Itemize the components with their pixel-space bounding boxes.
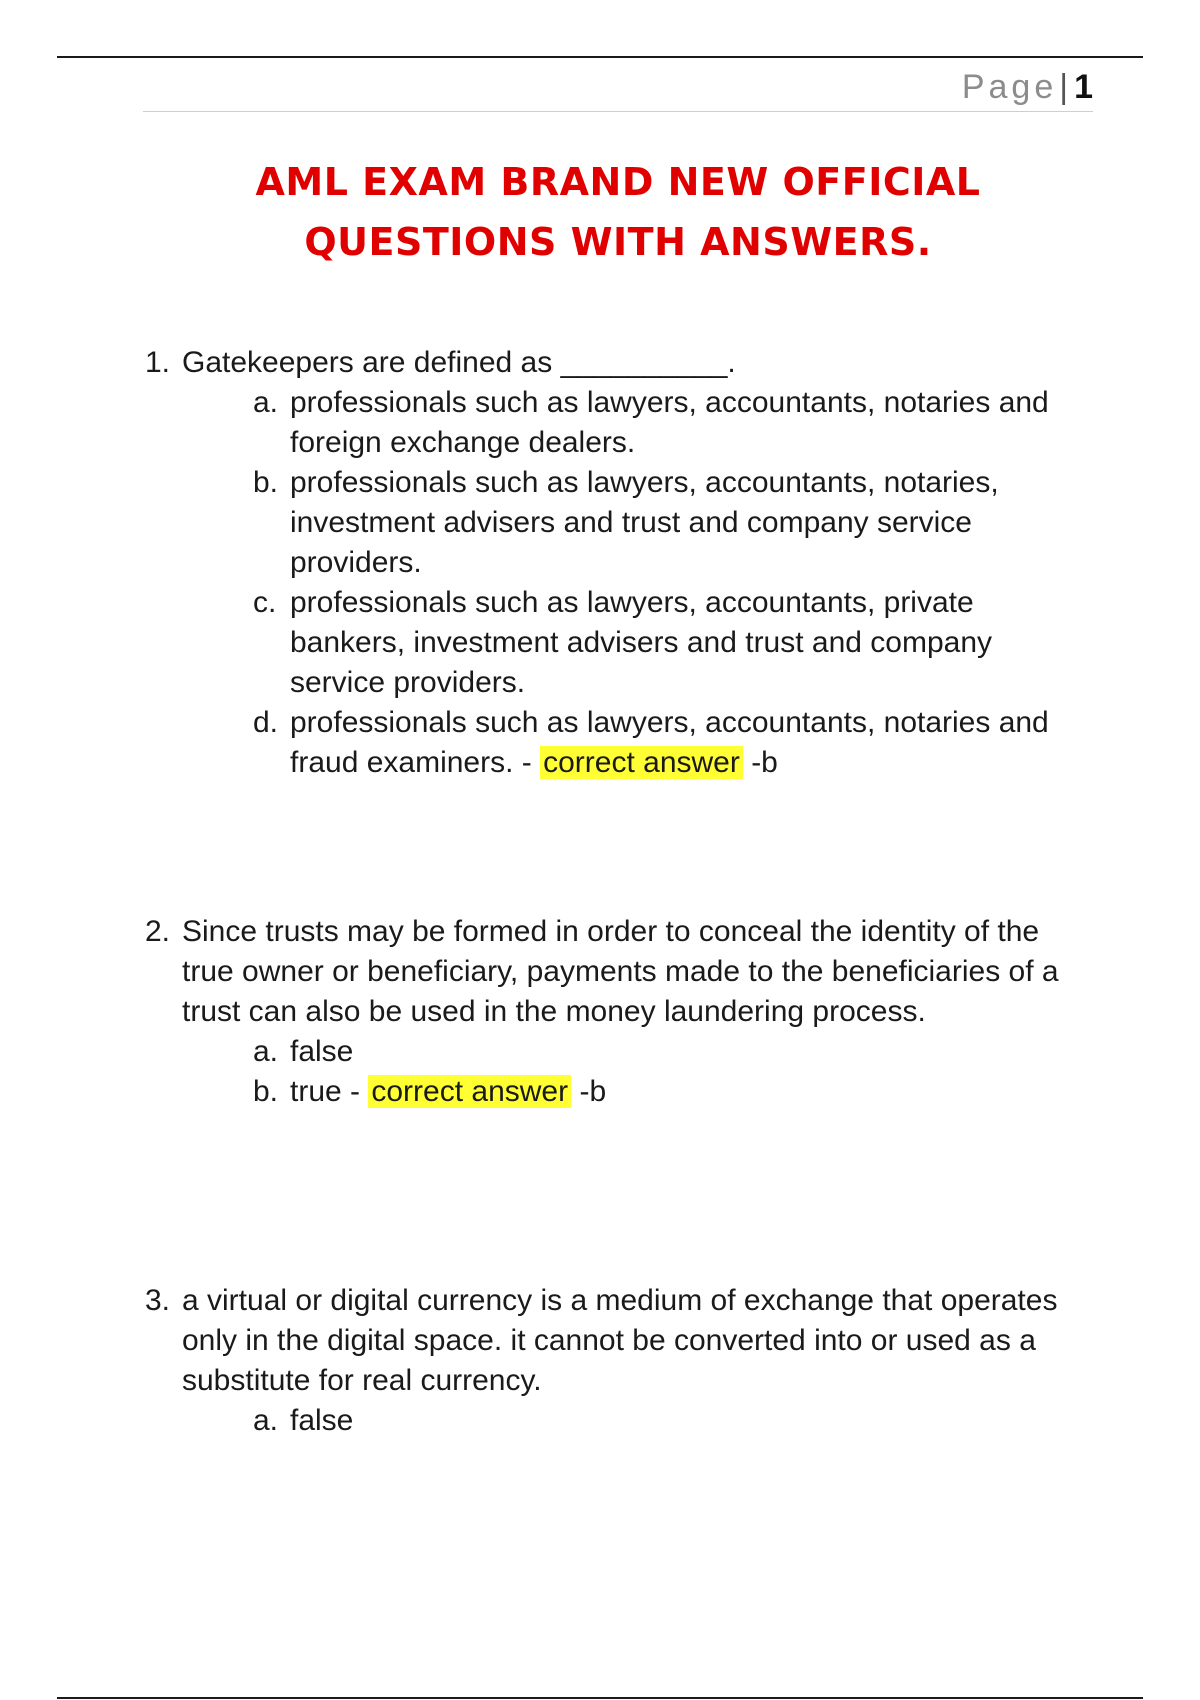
option-text: true -: [290, 1075, 361, 1108]
question-text: Since trusts may be formed in order to conceal the identity of the true owner or beneficiary, payments made to the beneficiaries of a trust can also be used in the money laundering process.: [182, 915, 1059, 1028]
option-d: [253, 703, 1095, 783]
option-letter: a.: [253, 386, 279, 419]
options-list: [253, 383, 1095, 783]
option-text: professionals such as lawyers, accountants, notaries and foreign exchange dealers.: [290, 386, 1049, 459]
options-list: [253, 1032, 1095, 1112]
answer-value: -b: [751, 746, 778, 779]
page-number: 1: [1074, 68, 1093, 106]
question-number: 3.: [145, 1284, 171, 1317]
question-number: 1.: [145, 346, 171, 379]
option-a: [253, 383, 1095, 463]
option-letter: d.: [253, 706, 279, 739]
question-1: [145, 343, 1095, 783]
question-3: [145, 1281, 1095, 1441]
document-title: [143, 152, 1093, 272]
option-text: professionals such as lawyers, accountants, notaries and fraud examiners. -: [290, 706, 1049, 779]
page-word: Page: [961, 68, 1058, 106]
option-b: [253, 1072, 1095, 1112]
answer-value: -b: [579, 1075, 607, 1108]
option-text-with-answer: [290, 703, 1095, 783]
question-text: Gatekeepers are defined as __________.: [182, 346, 736, 379]
page-separator: |: [1059, 68, 1069, 106]
question-2: [145, 912, 1095, 1112]
title-line-2: QUESTIONS WITH ANSWERS.: [304, 220, 932, 264]
option-letter: b.: [253, 1075, 279, 1108]
option-letter: c.: [253, 586, 277, 619]
option-text: professionals such as lawyers, accountants, notaries, investment advisers and trust and company service providers.: [290, 466, 999, 579]
option-b: [253, 463, 1095, 583]
correct-answer-highlight: correct answer: [540, 746, 743, 779]
option-a: [253, 1032, 1095, 1072]
option-letter: b.: [253, 466, 279, 499]
top-border-rule: [57, 56, 1143, 58]
option-a: [253, 1401, 1095, 1441]
page-number-header: [962, 68, 1093, 107]
options-list: [253, 1401, 1095, 1441]
option-c: [253, 583, 1095, 703]
option-text: false: [290, 1404, 354, 1437]
bottom-border-rule: [57, 1697, 1143, 1699]
correct-answer-highlight: correct answer: [368, 1075, 571, 1108]
header-rule: [143, 111, 1093, 112]
title-line-1: AML EXAM BRAND NEW OFFICIAL: [255, 160, 981, 204]
option-text: false: [290, 1035, 354, 1068]
option-letter: a.: [253, 1404, 279, 1437]
option-text: professionals such as lawyers, accountants, private bankers, investment advisers and trust and company service providers.: [290, 586, 993, 699]
option-letter: a.: [253, 1035, 279, 1068]
question-text: a virtual or digital currency is a medium of exchange that operates only in the digital space. it cannot be converted into or used as a substitute for real currency.: [182, 1284, 1058, 1397]
question-number: 2.: [145, 915, 171, 948]
option-text-with-answer: [290, 1072, 1095, 1112]
